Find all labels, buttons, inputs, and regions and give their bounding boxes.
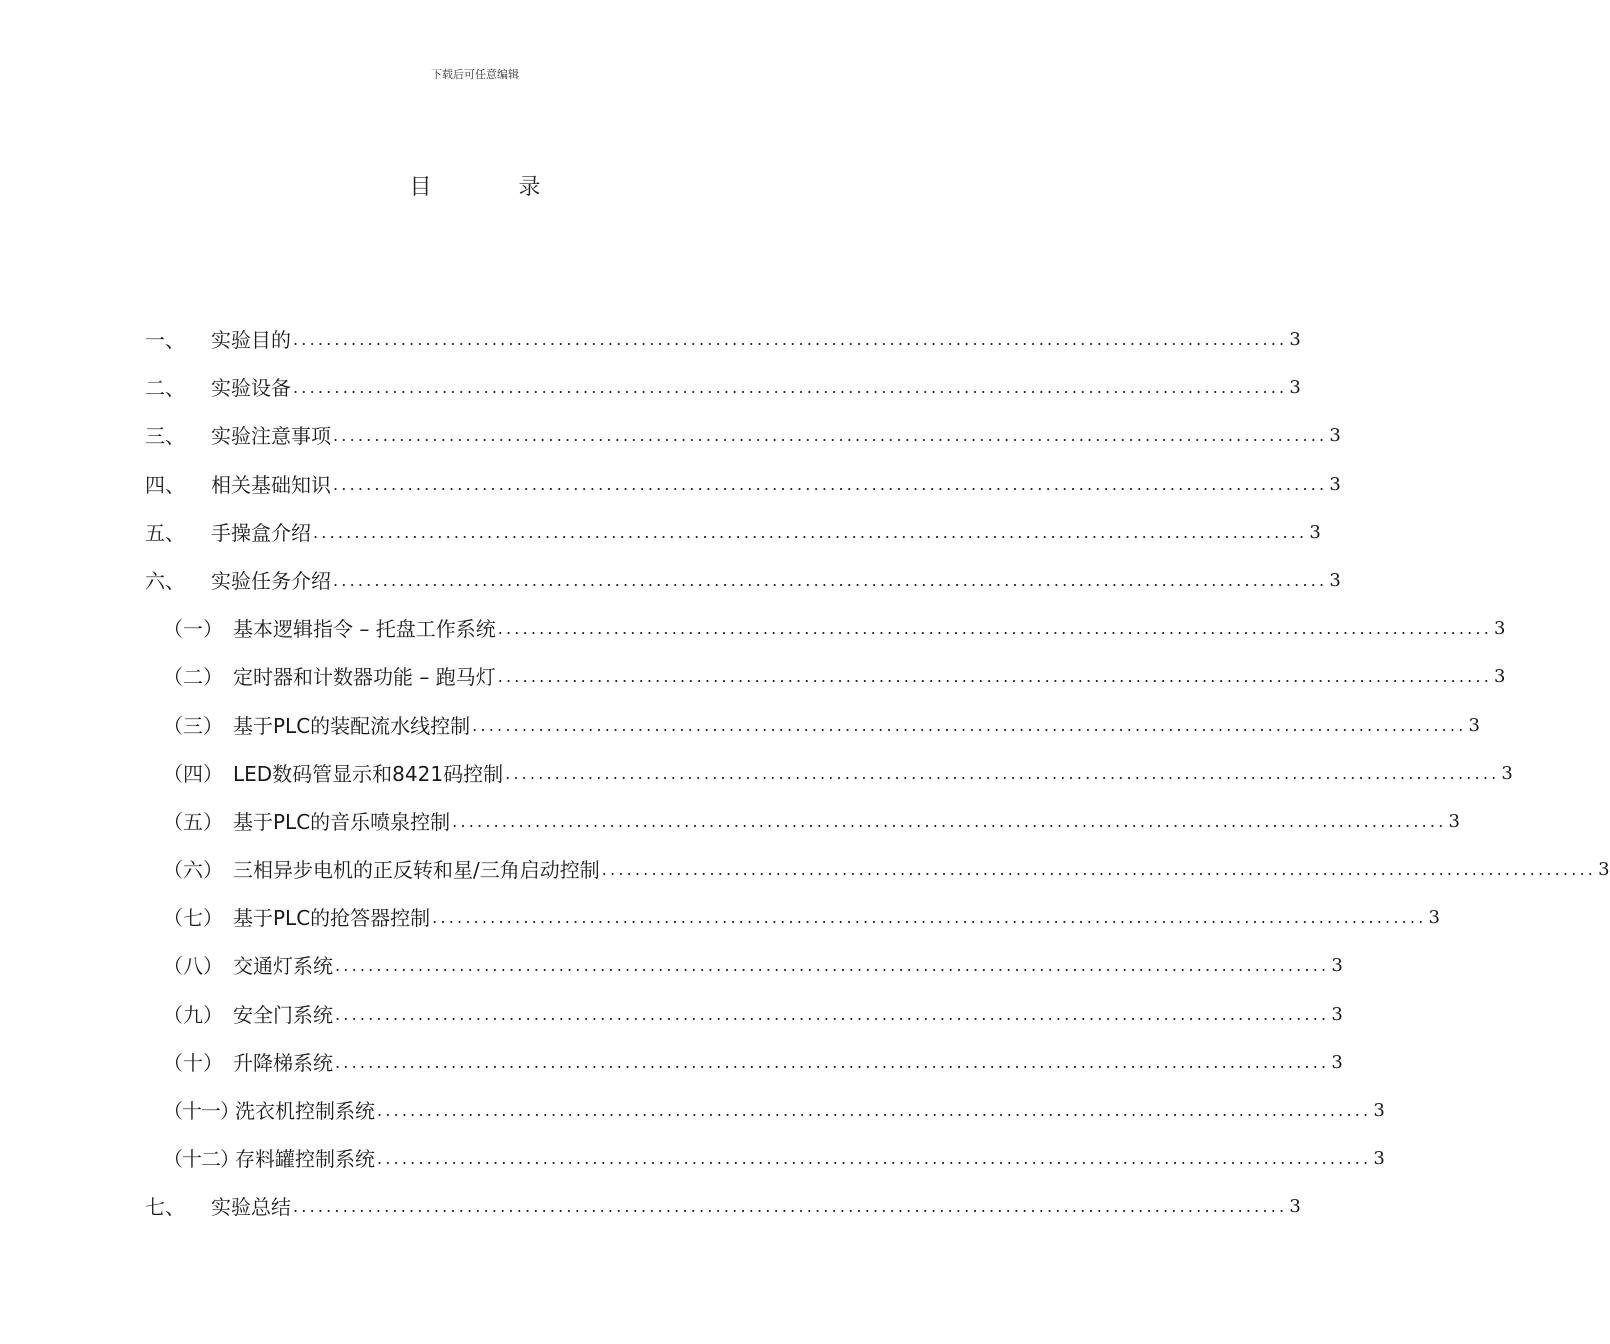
toc-dot-leader: ........................................................................................................................ (335, 1004, 1330, 1024)
toc-entry[interactable] (145, 708, 1480, 756)
toc-entry-page-number: 3 (1331, 1003, 1343, 1025)
toc-entry-number: （五） (163, 809, 223, 834)
toc-dot-leader: ........................................................................................................................ (335, 956, 1330, 976)
toc-entry-number: 六、 (145, 568, 185, 593)
toc-entry-title: 实验注意事项 (211, 424, 331, 449)
toc-entry-page-number: 3 (1428, 907, 1440, 929)
toc-entry-title: 基于PLC的装配流水线控制 (233, 713, 471, 738)
toc-entry[interactable] (145, 1141, 1385, 1189)
toc-entry-page-number: 3 (1494, 618, 1506, 640)
toc-dot-leader: ........................................................................................................................ (313, 522, 1308, 542)
toc-dot-leader: ........................................................................................................................ (335, 1052, 1330, 1072)
toc-entry-number: （十一） (163, 1099, 239, 1123)
toc-entry[interactable] (145, 852, 1610, 900)
toc-entry[interactable] (145, 900, 1440, 948)
toc-entry[interactable] (145, 659, 1506, 707)
toc-dot-leader: ........................................................................................................................ (497, 667, 1493, 687)
toc-entry-title: 相关基础知识 (211, 472, 331, 497)
toc-entry-title: 实验任务介绍 (211, 568, 331, 593)
toc-dot-leader: ........................................................................................................................ (293, 330, 1288, 349)
toc-entry-number: 三、 (145, 424, 185, 449)
toc-entry-number: 七、 (145, 1195, 185, 1220)
toc-entry-number: 二、 (145, 376, 185, 401)
toc-entry[interactable] (145, 1045, 1343, 1093)
toc-entry-title: 存料罐控制系统 (235, 1147, 375, 1172)
toc-entry-title: 安全门系统 (233, 1002, 333, 1027)
toc-entry-title: 实验设备 (211, 376, 291, 401)
toc-entry[interactable] (145, 997, 1343, 1045)
table-of-contents (145, 322, 1610, 1238)
toc-entry-page-number: 3 (1598, 859, 1610, 881)
toc-entry-number: （三） (163, 713, 223, 738)
toc-entry-title: 基本逻辑指令 – 托盘工作系统 (233, 617, 496, 642)
toc-entry[interactable] (145, 948, 1343, 996)
toc-entry-title: 定时器和计数器功能 – 跑马灯 (233, 665, 496, 690)
toc-dot-leader: ........................................................................................................................ (333, 474, 1328, 494)
toc-entry-page-number: 3 (1329, 473, 1341, 495)
toc-entry-title: 手操盒介绍 (211, 520, 311, 545)
toc-dot-leader: ........................................................................................................................ (432, 908, 1427, 928)
toc-entry-page-number: 3 (1494, 666, 1506, 688)
toc-entry[interactable] (145, 322, 1301, 370)
toc-entry-title: LED数码管显示和8421码控制 (233, 761, 504, 786)
toc-entry[interactable] (145, 370, 1301, 418)
toc-entry-title: 实验目的 (211, 328, 291, 352)
toc-entry-number: （八） (163, 954, 223, 979)
toc-entry-number: （二） (163, 665, 223, 690)
toc-entry-page-number: 3 (1309, 521, 1321, 543)
toc-entry[interactable] (145, 1093, 1385, 1141)
toc-entry[interactable] (145, 756, 1513, 804)
toc-dot-leader: ........................................................................................................................ (333, 570, 1328, 590)
toc-entry-page-number: 3 (1329, 569, 1341, 591)
toc-entry[interactable] (145, 515, 1321, 563)
toc-entry-page-number: 3 (1468, 714, 1480, 736)
toc-dot-leader: ........................................................................................................................ (377, 1149, 1372, 1169)
toc-dot-leader: ........................................................................................................................ (333, 426, 1328, 446)
toc-entry[interactable] (145, 804, 1460, 852)
toc-entry-number: 四、 (145, 472, 185, 497)
toc-entry-page-number: 3 (1448, 810, 1460, 832)
toc-entry-number: （六） (163, 858, 223, 883)
toc-entry-title: 洗衣机控制系统 (235, 1099, 375, 1123)
toc-entry-page-number: 3 (1329, 425, 1341, 447)
toc-entry-number: （十） (163, 1050, 223, 1075)
page-header-note: 下载后可任意编辑 (431, 68, 519, 81)
toc-entry-page-number: 3 (1331, 1051, 1343, 1073)
toc-entry-title: 升降梯系统 (233, 1050, 333, 1075)
toc-entry[interactable] (145, 467, 1341, 515)
toc-entry-number: （七） (163, 906, 223, 931)
toc-entry-number: 五、 (145, 520, 185, 545)
toc-entry-number: 一、 (145, 328, 185, 352)
toc-entry-page-number: 3 (1373, 1100, 1385, 1121)
toc-dot-leader: ........................................................................................................................ (293, 378, 1288, 398)
toc-entry-title: 交通灯系统 (233, 954, 333, 979)
toc-entry-number: （四） (163, 761, 223, 786)
toc-entry-page-number: 3 (1501, 762, 1513, 784)
toc-entry-page-number: 3 (1289, 1196, 1301, 1218)
toc-dot-leader: ........................................................................................................................ (505, 763, 1500, 783)
toc-entry-page-number: 3 (1289, 329, 1301, 350)
toc-dot-leader: ........................................................................................................................ (472, 715, 1467, 735)
toc-entry[interactable] (145, 611, 1506, 659)
toc-entry-title: 实验总结 (211, 1195, 291, 1220)
toc-entry-page-number: 3 (1373, 1148, 1385, 1170)
toc-entry-page-number: 3 (1331, 955, 1343, 977)
toc-title: 目 录 (409, 175, 581, 200)
toc-dot-leader: ........................................................................................................................ (293, 1197, 1288, 1217)
toc-entry-title: 基于PLC的抢答器控制 (233, 906, 431, 931)
toc-dot-leader: ........................................................................................................................ (497, 619, 1493, 639)
toc-entry-title: 三相异步电机的正反转和星/三角启动控制 (233, 858, 600, 883)
toc-dot-leader: ........................................................................................................................ (377, 1101, 1372, 1120)
toc-entry-title: 基于PLC的音乐喷泉控制 (233, 809, 451, 834)
toc-entry-number: （一） (163, 617, 223, 642)
toc-entry[interactable] (145, 418, 1341, 466)
toc-entry[interactable] (145, 1189, 1301, 1237)
toc-dot-leader: ........................................................................................................................ (601, 860, 1597, 880)
toc-entry-number: （九） (163, 1002, 223, 1027)
toc-dot-leader: ........................................................................................................................ (452, 811, 1447, 831)
toc-entry[interactable] (145, 563, 1341, 611)
toc-entry-number: （十二） (163, 1147, 239, 1172)
toc-entry-page-number: 3 (1289, 377, 1301, 399)
